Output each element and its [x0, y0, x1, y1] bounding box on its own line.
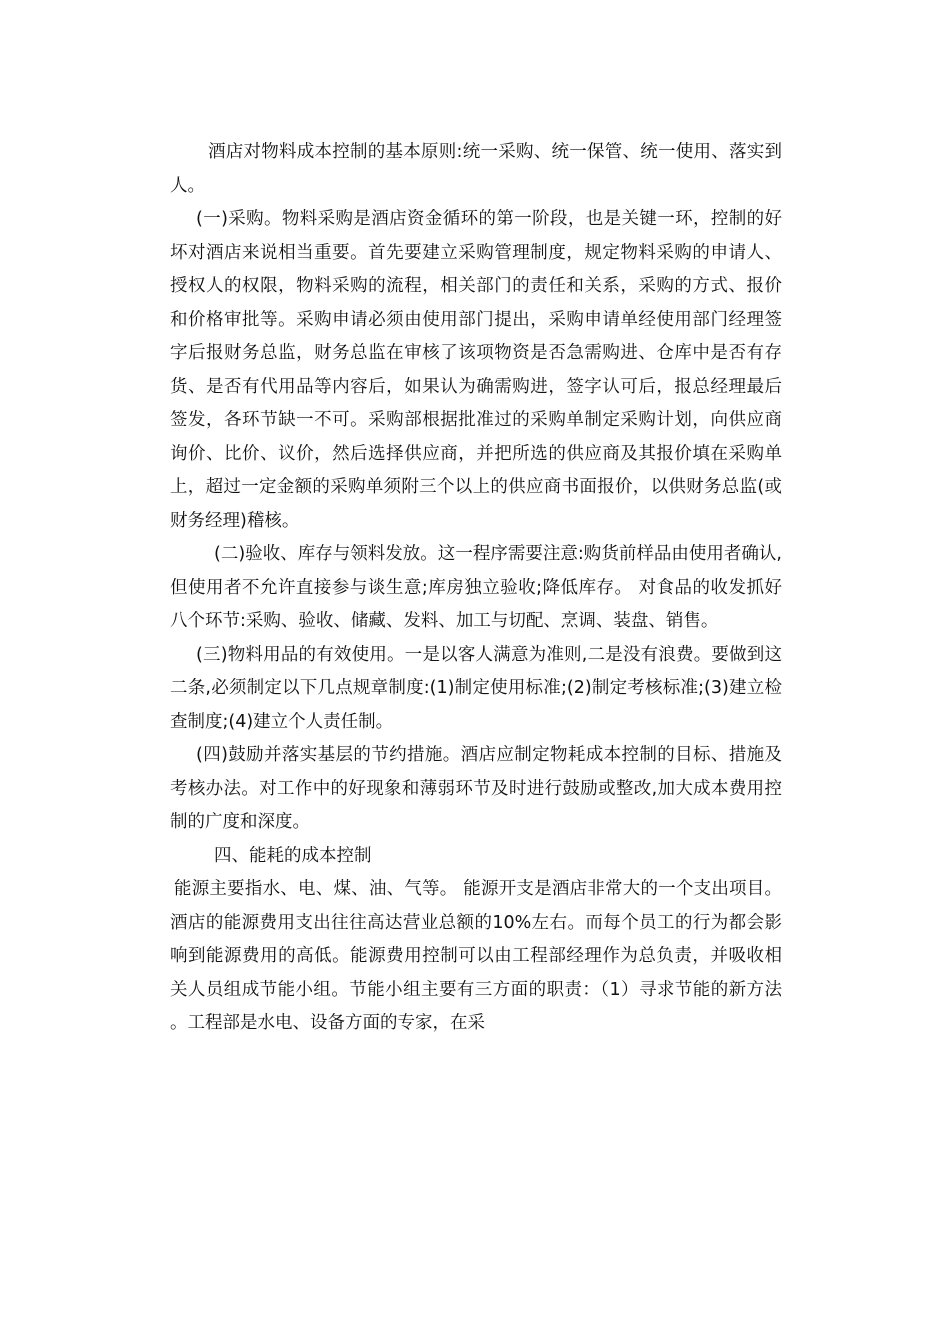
paragraph-purchasing: (一)采购。物料采购是酒店资金循环的第一阶段，也是关键一环，控制的好坏对酒店来说相当重要。首先要建立采购管理制度，规定物料采购的申请人、授权人的权限，物料采购的流程，相关部门的责任和关系，采购的方式、报价和价格审批等。采购申请必须由使用部门提出，采购申请单经使用部门经理签字后报财务总监，财务总监在审核了该项物资是否急需购进、仓库中是否有存货、是否有代用品等内容后，如果认为确需购进，签字认可后，报总经理最后签发，各环节缺一不可。采购部根据批准过的采购单制定采购计划，向供应商询价、比价、议价，然后选择供应商，并把所选的供应商及其报价填在采购单上，超过一定金额的采购单须附三个以上的供应商书面报价，以供财务总监(或财务经理)稽核。 [170, 209, 782, 531]
section-heading-energy: 四、能耗的成本控制 [214, 845, 372, 866]
paragraph-receiving-storage: (二)验收、库存与领料发放。这一程序需要注意:购货前样品由使用者确认,但使用者不允许直接参与谈生意;库房独立验收;降低库存。 对食品的收发抓好八个环节:采购、验收、储藏、发料、加工与切配、烹调、装盘、销售。 [170, 544, 782, 631]
paragraph-energy: 能源主要指水、电、煤、油、气等。 能源开支是酒店非常大的一个支出项目。酒店的能源费用支出往往高达营业总额的10%左右。而每个员工的行为都会影响到能源费用的高低。能源费用控制可以由工程部经理作为总负责，并吸收相关人员组成节能小组。节能小组主要有三方面的职责：（1）寻求节能的新方法。工程部是水电、设备方面的专家，在采 [170, 879, 782, 1033]
document-body [170, 136, 782, 1041]
paragraph-saving-measures: (四)鼓励并落实基层的节约措施。酒店应制定物耗成本控制的目标、措施及考核办法。对工作中的好现象和薄弱环节及时进行鼓励或整改,加大成本费用控制的广度和深度。 [170, 745, 782, 832]
paragraph-principles: 酒店对物料成本控制的基本原则:统一采购、统一保管、统一使用、落实到人。 [170, 142, 782, 196]
paragraph-effective-use: (三)物料用品的有效使用。一是以客人满意为准则,二是没有浪费。要做到这二条,必须制定以下几点规章制度:(1)制定使用标准;(2)制定考核标准;(3)建立检查制度;(4)建立个人责任制。 [170, 644, 782, 732]
